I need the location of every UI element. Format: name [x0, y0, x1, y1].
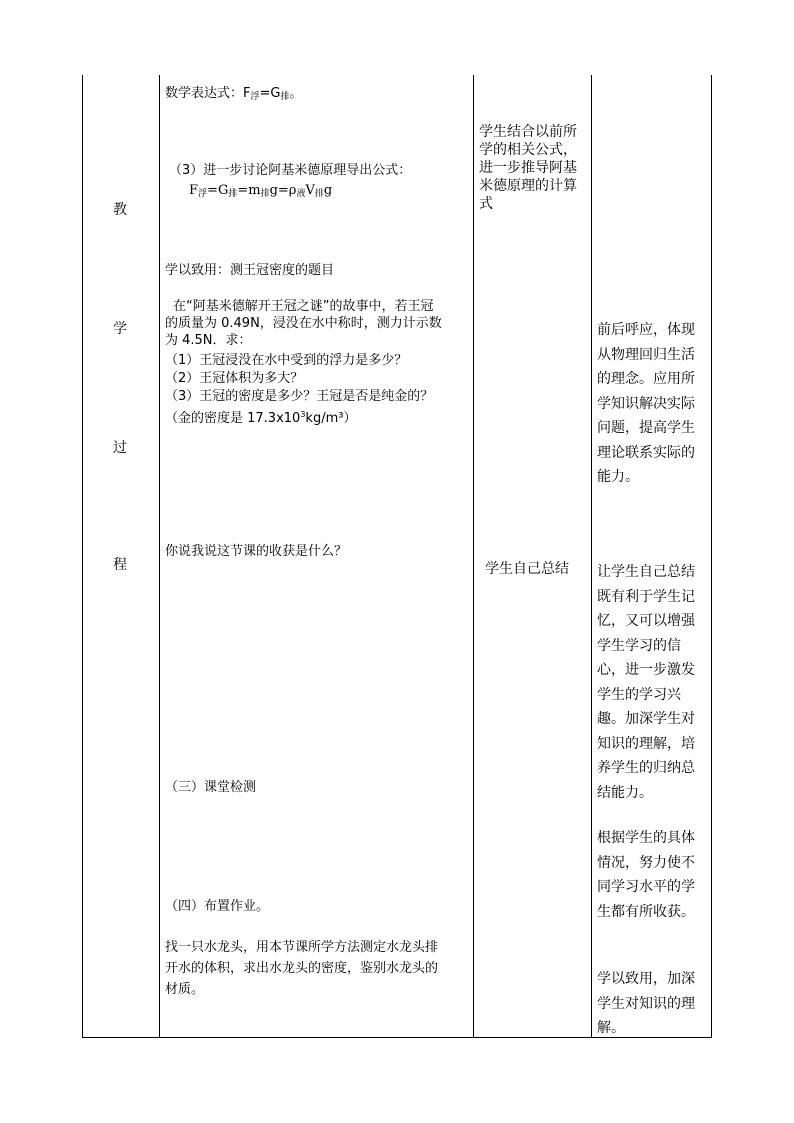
- stage-char-2: 学: [113, 321, 127, 337]
- harvest-question: 你说我说这节课的收获是什么？: [165, 544, 348, 559]
- table-border-right: [711, 75, 712, 1038]
- archimedes-formula: $F_浮=G_排=m_排g=\rho_液V_排g$: [189, 183, 333, 199]
- homework-line-3: 材质。: [165, 982, 205, 997]
- section-4-heading: （四）布置作业。: [165, 899, 270, 914]
- column-divider-3: [591, 75, 592, 1038]
- homework-line-1: 找一只水龙头，用本节课所学方法测定水龙头排: [165, 940, 439, 955]
- student-derive-note: 学生结合以前所 学的相关公式， 进一步推导阿基 米德原理的计算 式: [479, 124, 577, 212]
- question-2: （2）王冠体积为多大？: [165, 371, 304, 386]
- stage-char-1: 教: [113, 202, 127, 218]
- column-divider-2: [473, 75, 474, 1038]
- column-divider-1: [159, 75, 160, 1038]
- intent-block-4: 学以致用，加深 学生对知识的理 解。: [597, 971, 695, 1036]
- stage-char-3: 过: [113, 440, 127, 456]
- apply-title: 学以致用：测王冠密度的题目: [165, 263, 335, 278]
- intent-block-1: 前后呼应，体现 从物理回归生活 的理念。应用所 学知识解决实际 问题，提高学生 理论联系实际的 能力。: [597, 322, 695, 485]
- section-3-heading: （三）课堂检测: [165, 780, 257, 795]
- problem-line-1: 在“阿基米德解开王冠之谜”的故事中，若王冠: [173, 299, 434, 314]
- student-summary-note: 学生自己总结: [485, 561, 569, 577]
- stage-char-4: 程: [113, 557, 127, 573]
- intent-block-2: 让学生自己总结 既有利于学生记 忆，又可以增强 学生学习的信 心，进一步激发 学生的学习兴 趣。加深学生对 知识的理解，培 养学生的归纳总 结能力。: [597, 564, 695, 801]
- intent-block-3: 根据学生的具体 情况，努力使不 同学习水平的学 生都有所收获。: [597, 830, 695, 920]
- table-border-left: [82, 75, 83, 1038]
- gold-density-note: （金的密度是 $17.3x10^3kg/m^3$）: [165, 410, 357, 426]
- problem-line-2: 的质量为 0.49N，浸没在水中称时，测力计示数: [165, 316, 442, 331]
- math-expression: 数学表达式：$F_浮=G_排$。: [165, 86, 303, 102]
- problem-line-3: 为 4.5N．求：: [165, 333, 252, 348]
- question-3: （3）王冠的密度是多少？王冠是否是纯金的？: [165, 389, 434, 404]
- question-1: （1）王冠浸没在水中受到的浮力是多少？: [165, 353, 408, 368]
- homework-line-2: 开水的体积，求出水龙头的密度，鉴别水龙头的: [165, 961, 439, 976]
- step-3-text: （3）进一步讨论阿基米德原理导出公式：: [169, 163, 412, 178]
